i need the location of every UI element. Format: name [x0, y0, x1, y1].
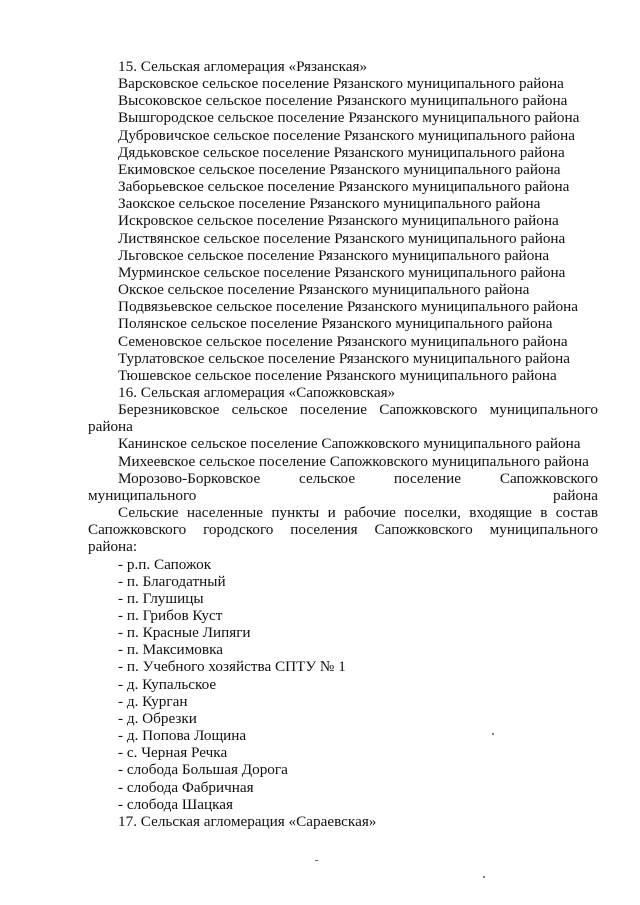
- list-item: Искровское сельское поселение Рязанского муниципального района: [118, 212, 559, 230]
- list-item: Варсковское сельское поселение Рязанского муниципального района: [118, 75, 564, 93]
- list-item: Турлатовское сельское поселение Рязанского муниципального района: [118, 349, 570, 367]
- settlement-item: - п. Благодатный: [118, 572, 226, 590]
- list-item: Морозово-Борковское сельское поселение Сапожковского муниципального района: [88, 469, 598, 504]
- settlements-note: Сельские населенные пункты и рабочие поселки, входящие в состав Сапожковского городского поселения Сапожковского муниципального района:: [88, 504, 598, 556]
- list-item: Заборьевское сельское поселение Рязанского муниципального района: [118, 178, 570, 196]
- list-item: Полянское сельское поселение Рязанского муниципального района: [118, 315, 553, 333]
- settlement-item: - слобода Фабричная: [118, 778, 254, 796]
- list-item: Дядьковское сельское поселение Рязанского муниципального района: [118, 143, 565, 161]
- settlement-item: - п. Максимовка: [118, 641, 223, 659]
- list-item: Михеевское сельское поселение Сапожковского муниципального района: [118, 452, 589, 470]
- list-item: Высоковское сельское поселение Рязанского муниципального района: [118, 92, 568, 110]
- list-item: Екимовское сельское поселение Рязанского муниципального района: [118, 160, 561, 178]
- list-item: Окское сельское поселение Рязанского муниципального района: [118, 281, 530, 299]
- scan-speck: [483, 876, 485, 878]
- settlement-item: - р.п. Сапожок: [118, 555, 212, 573]
- list-item: Канинское сельское поселение Сапожковского муниципального района: [118, 435, 581, 453]
- settlement-item: - д. Обрезки: [118, 709, 197, 727]
- list-item: Льговское сельское поселение Рязанского муниципального района: [118, 246, 550, 264]
- document-page: [88, 58, 598, 830]
- list-item: Семеновское сельское поселение Рязанского муниципального района: [118, 332, 568, 350]
- settlement-item: - п. Глушицы: [118, 589, 204, 607]
- list-item: Тюшевское сельское поселение Рязанского муниципального района: [118, 366, 557, 384]
- settlement-item: - д. Курган: [118, 692, 188, 710]
- list-item: Вышгородское сельское поселение Рязанского муниципального района: [118, 109, 580, 127]
- settlement-item: - с. Черная Речка: [118, 744, 228, 762]
- list-item: Подвязьевское сельское поселение Рязанского муниципального района: [118, 298, 578, 316]
- settlement-item: - п. Грибов Куст: [118, 607, 223, 624]
- settlement-item: - слобода Большая Дорога: [118, 761, 288, 779]
- settlement-item: - д. Купальское: [118, 675, 217, 693]
- list-item: Листвянское сельское поселение Рязанского муниципального района: [118, 229, 566, 247]
- section-16-heading: 16. Сельская агломерация «Сапожковская»: [118, 383, 396, 401]
- settlement-item: - слобода Шацкая: [118, 795, 233, 813]
- scan-speck: [492, 733, 494, 735]
- scan-speck: [315, 860, 318, 861]
- list-item: Дубровичское сельское поселение Рязанского муниципального района: [118, 126, 576, 144]
- list-item: Заокское сельское поселение Рязанского муниципального района: [118, 195, 541, 213]
- settlement-item: - п. Учебного хозяйства СПТУ № 1: [118, 658, 346, 676]
- settlement-item: - п. Красные Липяги: [118, 624, 251, 642]
- list-item: Березниковское сельское поселение Сапожковского муниципального района: [88, 401, 598, 436]
- settlement-item: - д. Попова Лощина: [118, 727, 247, 745]
- section-17-heading: 17. Сельская агломерация «Сараевская»: [118, 812, 377, 830]
- list-item: Мурминское сельское поселение Рязанского муниципального района: [118, 263, 566, 281]
- section-15-heading: 15. Сельская агломерация «Рязанская»: [118, 58, 368, 75]
